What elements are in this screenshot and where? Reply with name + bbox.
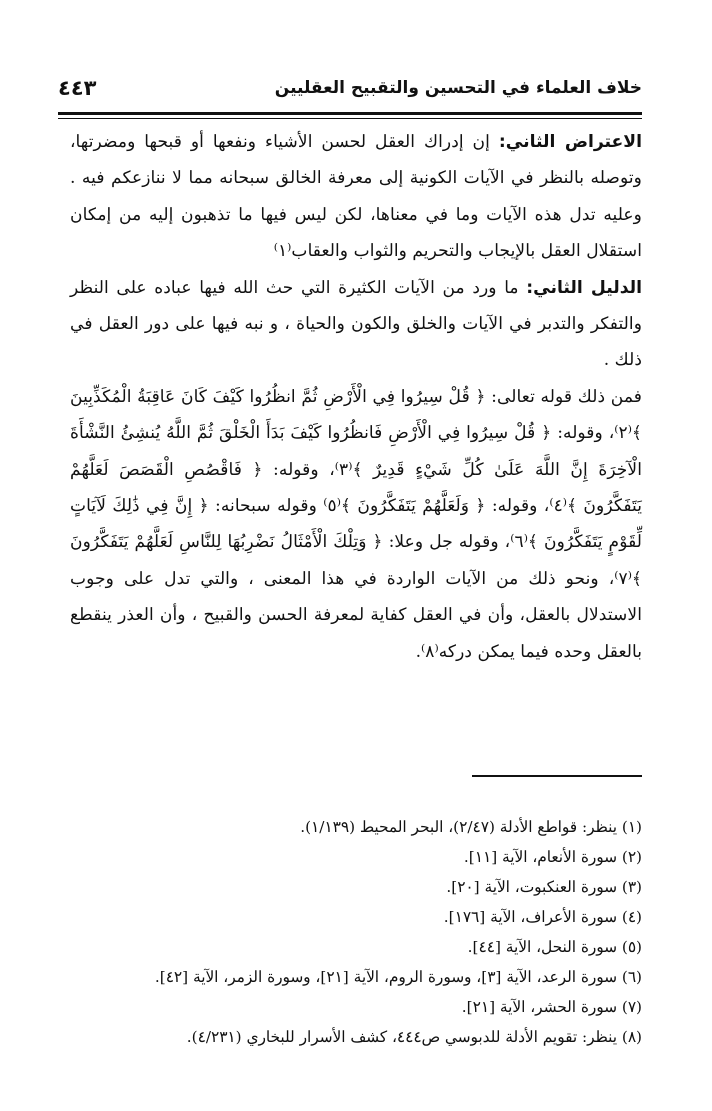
footnote-5: (٥) سورة النحل، الآية [٤٤]. bbox=[467, 938, 642, 956]
header-rule-thin bbox=[58, 118, 642, 119]
footnotes bbox=[70, 812, 642, 1052]
footnote-2: (٢) سورة الأنعام، الآية [١١]. bbox=[463, 848, 642, 866]
footnote-separator bbox=[472, 775, 642, 777]
paragraph-evidence-two bbox=[70, 270, 642, 379]
footnote-7: (٧) سورة الحشر، الآية [٢١]. bbox=[461, 998, 642, 1016]
main-text bbox=[70, 124, 642, 670]
paragraph-body: ما ورد من الآيات الكثيرة التي حث الله فيها عباده على النظر والتفكر والتدبر في الآيات والخلق والكون والحياة ، و نبه فيها على دور العقل في ذلك . bbox=[70, 277, 642, 371]
paragraph-body: فمن ذلك قوله تعالى: ﴿ قُلْ سِيرُوا فِي الْأَرْضِ ثُمَّ انظُرُوا كَيْفَ كَانَ عَاقِبَةُ الْمُكَذِّبِينَ ﴾⁽٢⁾، وقوله: ﴿ قُلْ سِيرُوا فِي الْأَرْضِ فَانظُرُوا كَيْفَ بَدَأَ الْخَلْقَ ثُمَّ اللَّهُ يُنشِئُ النَّشْأَةَ الْآخِرَةَ إِنَّ اللَّهَ عَلَىٰ كُلِّ شَيْءٍ قَدِيرٌ ﴾⁽٣⁾، وقوله: ﴿ فَاقْصُصِ الْقَصَصَ لَعَلَّهُمْ يَتَفَكَّرُونَ ﴾⁽٤⁾، وقوله: ﴿ وَلَعَلَّهُمْ يَتَفَكَّرُونَ ﴾⁽٥⁾ وقوله سبحانه: ﴿ إِنَّ فِي ذَٰلِكَ لَآيَاتٍ لِّقَوْمٍ يَتَفَكَّرُونَ ﴾⁽٦⁾، وقوله جل وعلا: ﴿ وَتِلْكَ الْأَمْثَالُ نَضْرِبُهَا لِلنَّاسِ لَعَلَّهُمْ يَتَفَكَّرُونَ ﴾⁽٧⁾، ونحو ذلك من الآيات الواردة في هذا المعنى ، والتي تدل على وجوب الاستدلال بالعقل، وأن في العقل كفاية لمعرفة الحسن والقبيح ، وأن العذر ينقطع بالعقل وحده فيما يمكن دركه⁽٨⁾. bbox=[70, 386, 643, 662]
footnote-4: (٤) سورة الأعراف، الآية [١٧٦]. bbox=[443, 908, 642, 926]
paragraph-objection-two bbox=[70, 124, 642, 270]
footnote-1: (١) ينظر: قواطع الأدلة (٢/٤٧)، البحر المحيط (١/١٣٩). bbox=[300, 818, 642, 836]
paragraph-body: إن إدراك العقل لحسن الأشياء ونفعها أو قبحها ومضرتها، وتوصله بالنظر في الآيات الكونية إلى معرفة الخالق سبحانه مما لا ننازعكم فيه . وعليه تدل هذه الآيات وما في معناها، لكن ليس فيها ما تذهبون إليه من إمكان استقلال العقل بالإيجاب والتحريم والثواب والعقاب⁽١⁾ bbox=[70, 132, 642, 262]
paragraph-heading: الدليل الثاني: bbox=[526, 277, 642, 298]
running-header-title: خلاف العلماء في التحسين والتقبيح العقليين bbox=[274, 78, 642, 98]
page-number: ٤٤٣ bbox=[58, 76, 97, 100]
footnote-6: (٦) سورة الرعد، الآية [٣]، وسورة الروم، الآية [٢١]، وسورة الزمر، الآية [٤٢]. bbox=[154, 968, 642, 986]
paragraph-quran-verses bbox=[70, 379, 642, 670]
running-header bbox=[58, 78, 642, 104]
footnote-8: (٨) ينظر: تقويم الأدلة للدبوسي ص٤٤٤، كشف الأسرار للبخاري (٤/٢٣١). bbox=[186, 1028, 642, 1046]
paragraph-heading: الاعتراض الثاني: bbox=[498, 132, 642, 152]
footnote-3: (٣) سورة العنكبوت، الآية [٢٠]. bbox=[446, 878, 642, 896]
header-rule-thick bbox=[58, 112, 642, 115]
